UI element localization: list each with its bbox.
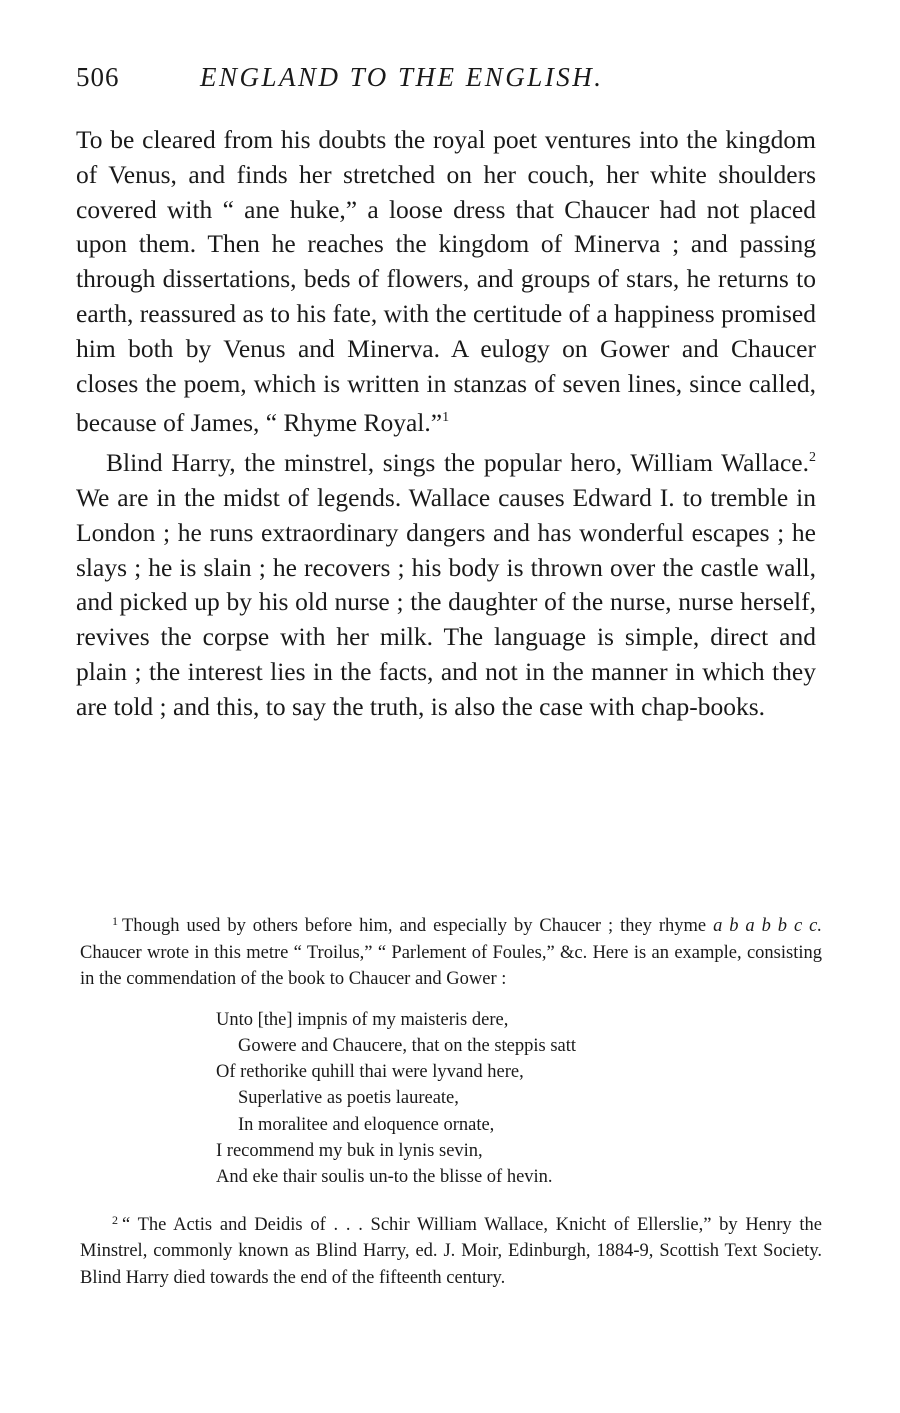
footnote-ref-1: 1: [442, 410, 450, 426]
footnote-1: [80, 908, 822, 993]
footnote-1-mark: 1: [112, 914, 118, 928]
verse-line: Of rethorike quhill thai were lyvand here,: [216, 1062, 524, 1083]
running-title: ENGLAND TO THE ENGLISH.: [200, 62, 604, 92]
footnote-ref-2: 2: [809, 450, 816, 466]
verse-line: Unto [the] impnis of my maisteris dere,: [216, 1009, 509, 1030]
main-text: [76, 123, 816, 725]
footnote-2-mark: 2: [112, 1212, 118, 1227]
footnote-1-text-b: Chaucer wrote in this metre “ Troilus,” “ Parlement of Foules,” &c. Here is an example, consisting in the commendation of the book to Chaucer and Gower :: [80, 942, 822, 989]
page-number: 506: [76, 62, 120, 92]
verse-line: And eke thair soulis un-to the blisse of hevin.: [216, 1167, 553, 1188]
verse-line: In moralitee and eloquence ornate,: [238, 1114, 495, 1135]
paragraph-1: [76, 123, 816, 441]
verse-line: I recommend my buk in lynis sevin,: [216, 1140, 483, 1161]
footnote-2: [80, 1207, 822, 1292]
paragraph-2: [76, 441, 816, 724]
paragraph-1-text: To be cleared from his doubts the royal poet ventures into the kingdom of Venus, and finds her stretched on her couch, her white shoulders covered with “ ane huke,” a loose dress that Chaucer had not placed upon them. Then he reaches the kingdom of Minerva ; and passing through dissertations, beds of flowers, and groups of stars, he returns to earth, reassured as to his fate, with the certitude of a happiness promised him both by Venus and Minerva. A eulogy on Gower and Chaucer closes the poem, which is written in stanzas of seven lines, since called, because of James, “ Rhyme Royal.”: [76, 125, 816, 438]
rhyme-scheme: a b a b b c c.: [713, 916, 822, 936]
paragraph-2-text-b: We are in the midst of legends. Wallace causes Edward I. to tremble in London ; he runs extraordinary dangers and has wonderful escapes ; he slays ; he is slain ; he recovers ; his body is thrown over the castle wall, and picked up by his old nurse ; the daughter of the nurse, nurse herself, revives the corpse with her milk. The language is simple, direct and plain ; the interest lies in the facts, and not in the manner in which they are told ; and this, to say the truth, is also the case with chap-books.: [76, 482, 816, 721]
footnote-2-text: “ The Actis and Deidis of . . . Schir William Wallace, Knicht of Ellerslie,” by Henry the Minstrel, commonly known as Blind Harry, ed. J. Moir, Edinburgh, 1884-9, Scottish Text Society. Blind Harry died towards the end of the fifteenth century.: [80, 1214, 822, 1288]
verse-quotation: [216, 1007, 822, 1191]
paragraph-2-text-a: Blind Harry, the minstrel, sings the popular hero, William Wallace.: [106, 448, 809, 478]
footnote-1-text-a: Though used by others before him, and especially by Chaucer ; they rhyme: [122, 916, 707, 936]
verse-line: Superlative as poetis laureate,: [238, 1088, 459, 1109]
verse-line: Gowere and Chaucere, that on the steppis satt: [238, 1035, 577, 1056]
footnotes: [80, 908, 822, 1291]
running-head: [76, 62, 816, 102]
